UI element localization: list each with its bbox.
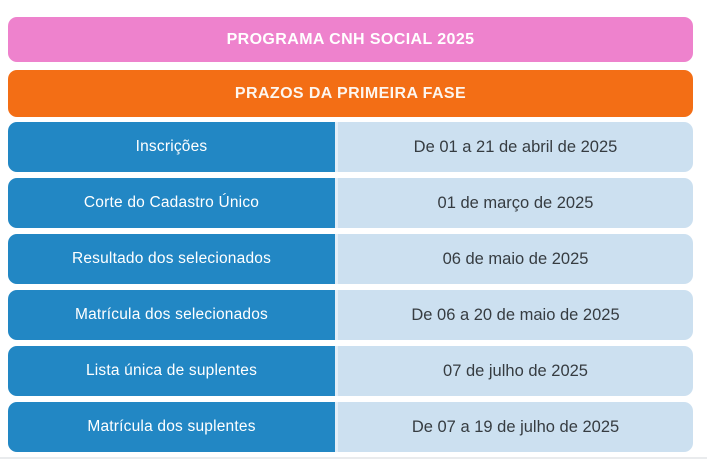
row-value-cell bbox=[338, 178, 693, 228]
row-label-cell bbox=[8, 122, 338, 172]
phase-subtitle-banner bbox=[8, 70, 693, 117]
row-value: 06 de maio de 2025 bbox=[442, 249, 589, 268]
row-label: Matrícula dos suplentes bbox=[87, 418, 256, 436]
bottom-divider bbox=[0, 457, 707, 459]
program-title: PROGRAMA CNH SOCIAL 2025 bbox=[226, 30, 475, 48]
table-row bbox=[8, 122, 693, 172]
row-label: Matrícula dos selecionados bbox=[74, 306, 269, 324]
row-value: De 07 a 19 de julho de 2025 bbox=[411, 417, 620, 436]
row-value-cell bbox=[338, 122, 693, 172]
row-label-cell bbox=[8, 234, 338, 284]
row-label: Corte do Cadastro Único bbox=[83, 194, 260, 212]
table-row bbox=[8, 290, 693, 340]
row-label-cell bbox=[8, 346, 338, 396]
row-value: 07 de julho de 2025 bbox=[443, 361, 588, 380]
row-value-cell bbox=[338, 234, 693, 284]
row-value-cell bbox=[338, 402, 693, 452]
row-label-cell bbox=[8, 290, 338, 340]
row-label-cell bbox=[8, 402, 338, 452]
row-value-cell bbox=[338, 290, 693, 340]
row-value: De 01 a 21 de abril de 2025 bbox=[413, 137, 618, 156]
row-label: Inscrições bbox=[135, 138, 208, 156]
table-row bbox=[8, 178, 693, 228]
row-label: Resultado dos selecionados bbox=[71, 250, 272, 268]
schedule-table bbox=[8, 122, 693, 452]
phase-subtitle: PRAZOS DA PRIMEIRA FASE bbox=[234, 84, 467, 102]
row-value: De 06 a 20 de maio de 2025 bbox=[411, 305, 620, 324]
table-row bbox=[8, 346, 693, 396]
row-value-cell bbox=[338, 346, 693, 396]
row-label-cell bbox=[8, 178, 338, 228]
row-value: 01 de março de 2025 bbox=[437, 193, 594, 212]
row-label: Lista única de suplentes bbox=[85, 362, 258, 380]
program-title-banner bbox=[8, 17, 693, 62]
table-row bbox=[8, 234, 693, 284]
table-row bbox=[8, 402, 693, 452]
